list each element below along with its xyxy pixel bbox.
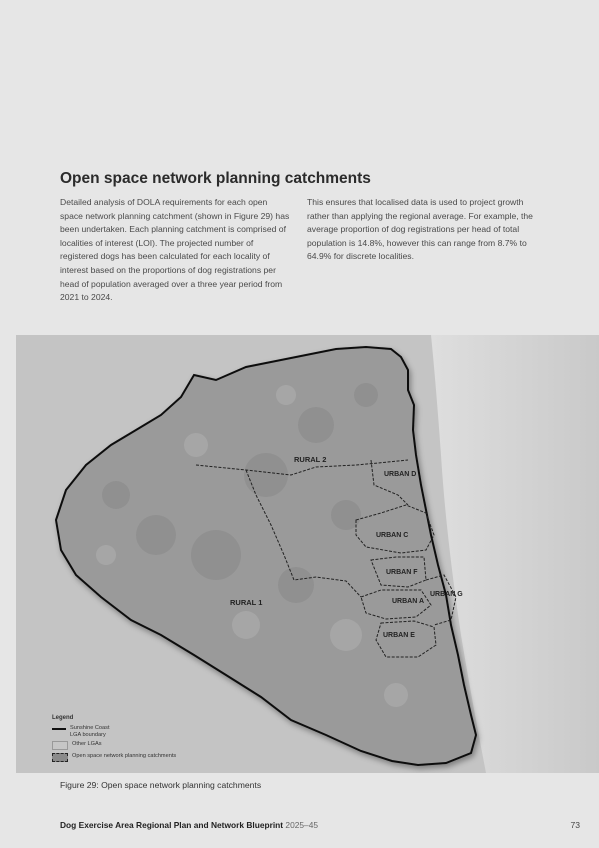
- label-urban-c: URBAN C: [376, 532, 409, 539]
- legend-item-other-lgas: [52, 741, 222, 750]
- page-number: 73: [570, 820, 580, 830]
- catchment-map: [16, 335, 599, 773]
- legend-lga-label: Sunshine Coast LGA boundary: [70, 725, 110, 738]
- legend-item-catchments: [52, 753, 222, 762]
- other-lgas-swatch: [52, 741, 68, 750]
- catchments-swatch: [52, 753, 68, 762]
- legend-other-lgas-label: Other LGAs: [72, 741, 102, 747]
- map-graphic: [16, 335, 599, 773]
- footer-years: 2025–45: [283, 820, 319, 830]
- legend-title: Legend: [52, 715, 74, 721]
- footer-title-bold: Dog Exercise Area Regional Plan and Network Blueprint: [60, 820, 284, 830]
- label-rural-2: RURAL 2: [294, 455, 327, 464]
- label-urban-g: URBAN G: [430, 591, 463, 598]
- label-urban-d: URBAN D: [384, 471, 417, 478]
- lga-line-swatch: [52, 728, 66, 730]
- body-text-left: Detailed analysis of DOLA requirements for each open space network planning catchment (shown in Figure 29) has been undertaken. Each planning catchment is comprised of localities of interest (LOI). The projected number of registered dogs has been calculated for each locality of interest based on the proportions of dog registrations per head of population averaged over a three year period from 2021 to 2024.: [60, 197, 290, 303]
- label-urban-f: URBAN F: [386, 569, 418, 576]
- legend-item-lga: [52, 725, 222, 738]
- label-urban-a: URBAN A: [392, 598, 425, 605]
- map-legend: [52, 715, 222, 765]
- body-text-right: This ensures that localised data is used to project growth rather than applying the regional average. For example, the average proportion of dog registrations per head of total population is 14.8%, however this can range from 8.7% to 64.9% for discrete localities.: [307, 197, 533, 262]
- label-rural-1: RURAL 1: [230, 598, 263, 607]
- footer-title: [60, 820, 318, 830]
- figure-caption: Figure 29: Open space network planning catchments: [60, 780, 262, 790]
- label-urban-e: URBAN E: [383, 632, 415, 639]
- legend-catchments-label: Open space network planning catchments: [72, 753, 177, 759]
- page-heading: Open space network planning catchments: [60, 170, 371, 187]
